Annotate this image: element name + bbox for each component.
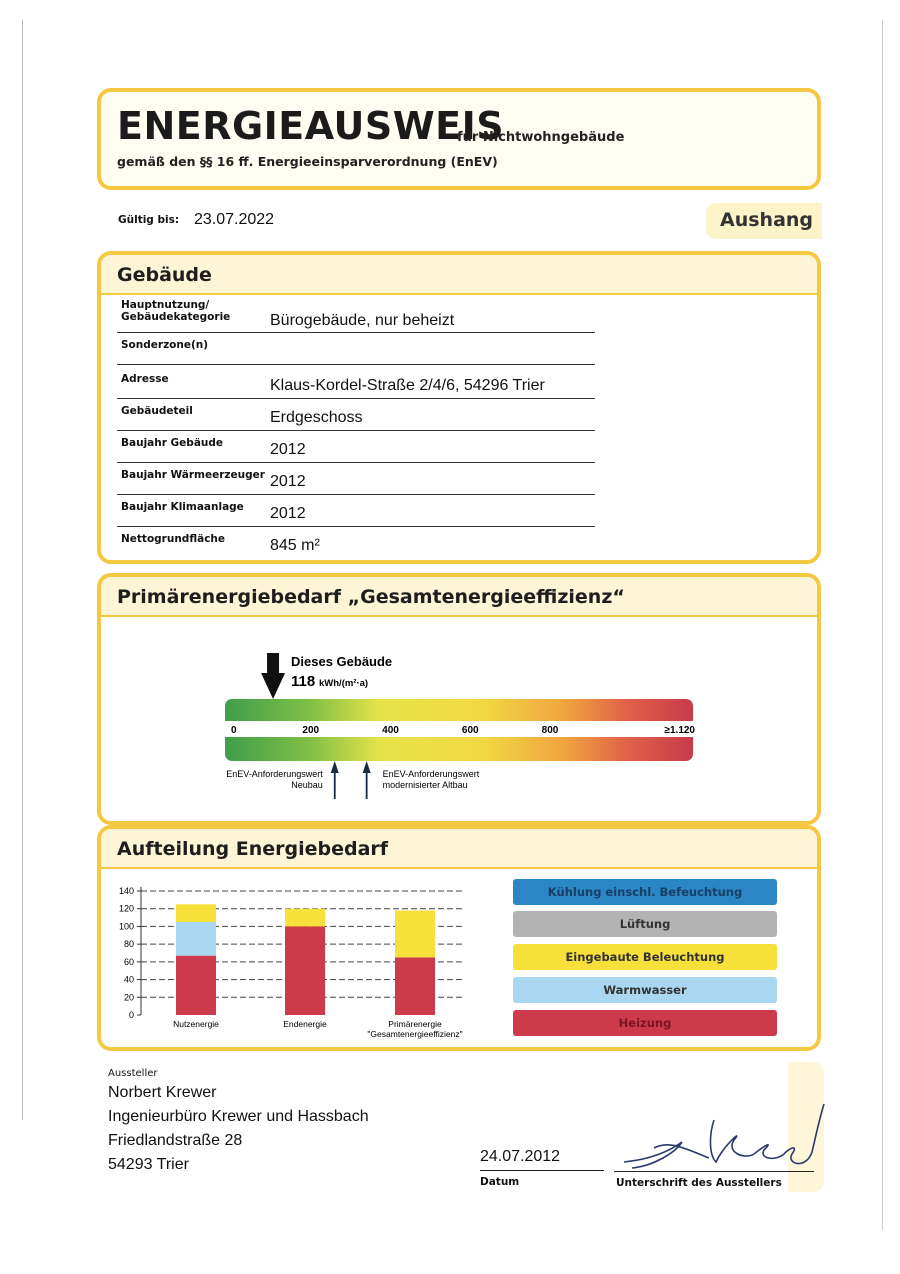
- legend-item: Kühlung einschl. Befeuchtung: [513, 879, 777, 905]
- scale-tick-label: 200: [302, 725, 320, 736]
- building-row: [117, 431, 595, 463]
- building-row-value: 2012: [270, 473, 306, 490]
- scale-tick-strip: [225, 721, 693, 737]
- building-row-label-line: Nettogrundfläche: [121, 533, 226, 545]
- posting-badge: Aushang: [706, 203, 822, 239]
- y-tick-label: 20: [123, 992, 134, 1003]
- scale-tick-label: ≥1.120: [664, 725, 695, 736]
- requirement-old-sublabel: modernisierter Altbau: [382, 780, 468, 790]
- building-row-label: [121, 501, 244, 513]
- validity-date: 23.07.2022: [194, 211, 275, 228]
- energy-split-chart: [101, 871, 501, 1051]
- page-edge-line-right: [882, 20, 883, 1230]
- building-heading: Gebäude: [101, 255, 817, 295]
- building-marker-value: 118: [291, 673, 316, 690]
- building-row-value: Klaus-Kordel-Straße 2/4/6, 54296 Trier: [270, 377, 545, 394]
- energy-split-section: [97, 825, 821, 1051]
- building-row-value: Bürogebäude, nur beheizt: [270, 312, 455, 329]
- building-row: [117, 527, 595, 561]
- legend-item: Lüftung: [513, 911, 777, 937]
- document-title: ENERGIEAUSWEIS: [117, 104, 505, 148]
- building-row-label: [121, 469, 265, 481]
- building-row-value: 2012: [270, 505, 306, 522]
- requirement-new-arrow-head: [331, 761, 339, 773]
- x-category-label: Nutzenergie: [173, 1019, 219, 1029]
- building-row-label-line: Baujahr Gebäude: [121, 437, 224, 449]
- requirement-new-building: [226, 761, 339, 799]
- building-row-label: [121, 437, 223, 449]
- primary-energy-heading: Primärenergiebedarf „Gesamtenergieeffizienz“: [101, 577, 817, 617]
- building-marker-arrow: [261, 653, 285, 699]
- issuer-label: Aussteller: [108, 1068, 158, 1079]
- building-row-value: Erdgeschoss: [270, 409, 363, 426]
- bar-segment: [176, 956, 216, 1015]
- scale-tick-label: 0: [231, 725, 237, 736]
- date-label: Datum: [480, 1176, 520, 1188]
- bar-segment: [285, 909, 325, 927]
- requirement-new-label: EnEV-Anforderungswert: [226, 769, 323, 779]
- energy-scale: [101, 577, 817, 825]
- bar-segment: [395, 910, 435, 957]
- issuer-name: Norbert Krewer: [108, 1084, 217, 1101]
- y-tick-label: 100: [118, 921, 134, 932]
- requirement-new-sublabel: Neubau: [291, 780, 323, 790]
- y-tick-label: 40: [123, 974, 134, 985]
- building-row-label: [121, 373, 169, 385]
- requirement-modernized-building: [363, 761, 480, 799]
- scale-tick-label: 400: [382, 725, 399, 736]
- x-category-label: Endenergie: [283, 1019, 327, 1029]
- building-row-label-line: Gebäudeteil: [121, 405, 193, 417]
- y-tick-label: 0: [128, 1010, 134, 1020]
- building-row-label-line: Baujahr Wärmeerzeuger: [121, 469, 265, 481]
- legend-item: Eingebaute Beleuchtung: [513, 944, 777, 970]
- validity-label: Gültig bis:: [118, 214, 180, 226]
- scale-tick-label: 800: [541, 725, 559, 736]
- building-row-label: [121, 405, 193, 417]
- building-row-label-line: Adresse: [121, 373, 169, 385]
- building-row-value: 845 m²: [270, 537, 320, 554]
- y-tick-label: 140: [118, 886, 134, 896]
- building-marker-unit: kWh/(m²·a): [319, 678, 369, 689]
- legend-item: Warmwasser: [513, 977, 777, 1003]
- building-row-label: [121, 339, 208, 351]
- page-edge-line-left: [22, 20, 23, 1120]
- date-underline: [480, 1170, 604, 1171]
- building-marker-label: Dieses Gebäude: [291, 654, 393, 669]
- building-row-label-line: Baujahr Klimaanlage: [121, 501, 244, 513]
- bar-segment: [176, 922, 216, 956]
- building-row-label-line: Gebäudekategorie: [121, 311, 231, 323]
- building-row: [117, 495, 595, 527]
- legend-item: Heizung: [513, 1010, 777, 1036]
- bar-segment: [285, 926, 325, 1015]
- building-row: [117, 299, 595, 333]
- building-row: [117, 333, 595, 365]
- building-row-label: [121, 533, 225, 545]
- building-row-label-line: Hauptnutzung/: [121, 299, 210, 311]
- building-row-label-line: Sonderzone(n): [121, 339, 209, 351]
- building-row: [117, 463, 595, 495]
- building-section: [97, 251, 821, 564]
- requirement-old-label: EnEV-Anforderungswert: [382, 769, 480, 779]
- issuer-city: 54293 Trier: [108, 1156, 189, 1173]
- y-tick-label: 60: [123, 956, 134, 967]
- building-row-label: [121, 299, 230, 323]
- primary-energy-section: [97, 573, 821, 825]
- issuer-street: Friedlandstraße 28: [108, 1132, 243, 1149]
- issuer-company: Ingenieurbüro Krewer und Hassbach: [108, 1108, 369, 1125]
- bar-segment: [176, 904, 216, 922]
- x-category-label: Primärenergie: [388, 1019, 442, 1029]
- document-subtitle: für Nichtwohngebäude: [457, 130, 625, 145]
- y-tick-label: 80: [123, 939, 134, 950]
- header-box: [97, 88, 821, 190]
- issue-date: 24.07.2012: [480, 1148, 561, 1165]
- x-category-label: "Gesamtenergieeffizienz": [367, 1029, 463, 1039]
- signature-image: [614, 1100, 834, 1175]
- building-row: [117, 399, 595, 431]
- signature-underline: [614, 1171, 814, 1172]
- bar-segment: [395, 957, 435, 1015]
- signature-label: Unterschrift des Ausstellers: [616, 1177, 782, 1189]
- y-tick-label: 120: [118, 903, 134, 914]
- energy-split-heading: Aufteilung Energiebedarf: [101, 829, 817, 869]
- scale-tick-label: 600: [461, 725, 479, 736]
- building-marker: [261, 653, 392, 699]
- building-row: [117, 367, 595, 399]
- building-row-value: 2012: [270, 441, 306, 458]
- legal-basis: gemäß den §§ 16 ff. Energieeinsparverordnung (EnEV): [117, 154, 498, 169]
- requirement-old-arrow-head: [363, 761, 371, 773]
